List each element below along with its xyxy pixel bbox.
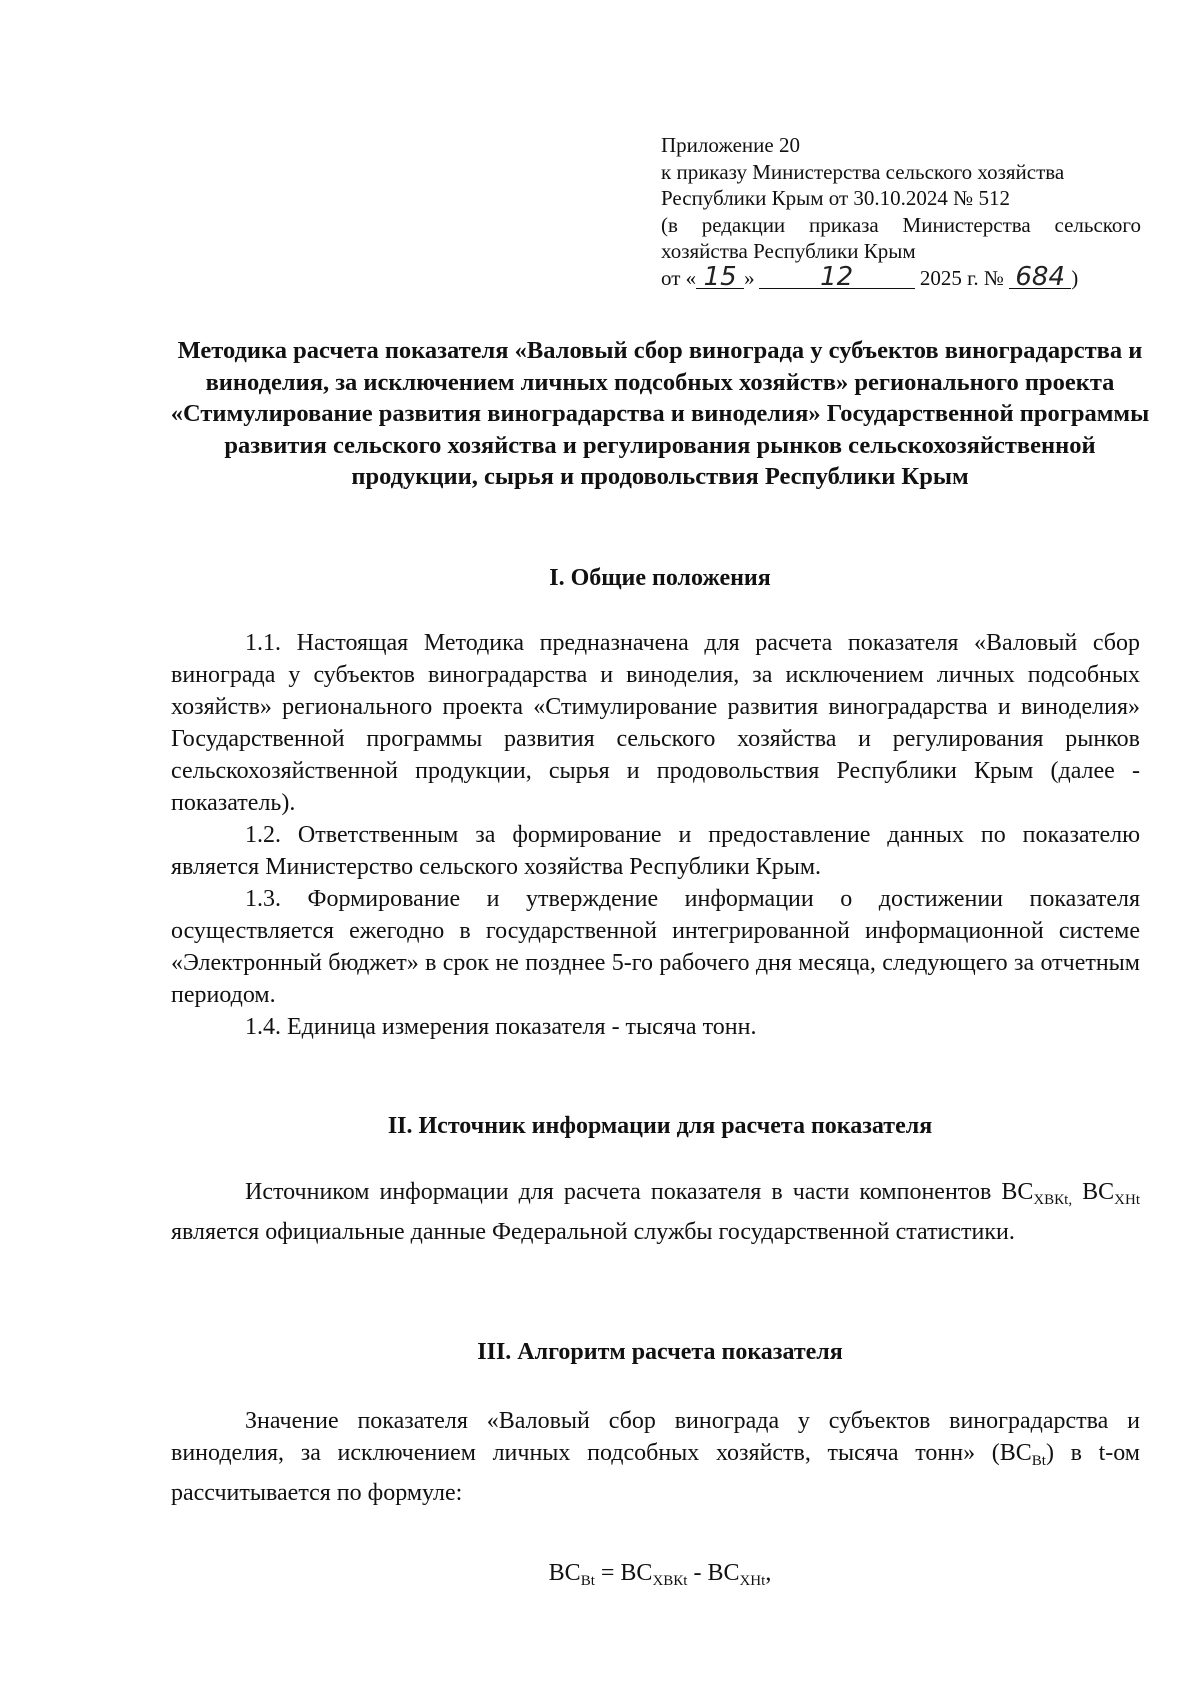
date-close: ) <box>1071 265 1079 290</box>
document-title: Методика расчета показателя «Валовый сбор винограда у субъектов виноградарства и виноделия, за исключением личных подсобных хозяйств» регионального проекта «Стимулирование развития виноградарства и виноделия» Государственной программы развития сельского хозяйства и регулирования рынков сельскохозяйственной продукции, сырья и продовольствия Республики Крым <box>170 337 1150 490</box>
algo-text-b: ) в t-ом рассчитывается по формуле: <box>171 1440 1140 1506</box>
formula-sub-a: Вt <box>580 1573 595 1589</box>
source-text-a: Источником информации для расчета показателя в части компонентов ВС <box>245 1179 1034 1205</box>
formula <box>170 1560 1150 1590</box>
formula-end: , <box>765 1560 772 1586</box>
formula-sub-b: ХВКt <box>652 1573 688 1589</box>
handwritten-order-number: 684 <box>1009 266 1071 289</box>
appendix-line-1: Приложение 20 <box>661 133 800 157</box>
source-sub-1: ХВКt, <box>1033 1192 1073 1208</box>
section-3-heading: III. Алгоритм расчета показателя <box>477 1339 843 1365</box>
source-text-c: является официальные данные Федеральной службы государственной статистики. <box>171 1219 1015 1245</box>
section-2-heading: II. Источник информации для расчета показателя <box>387 1113 933 1139</box>
formula-equals: = ВС <box>594 1560 653 1586</box>
appendix-line-3: Республики Крым от 30.10.2024 № 512 <box>661 186 1010 210</box>
section-2-body <box>171 1176 1140 1248</box>
source-text-b: ВС <box>1072 1179 1115 1205</box>
paragraph-3 <box>171 1405 1140 1509</box>
section-1-heading: I. Общие положения <box>549 565 771 591</box>
handwritten-day: 15 <box>696 266 744 289</box>
appendix-line-5: хозяйства Республики Крым <box>661 239 916 263</box>
paragraph-1-4: 1.4. Единица измерения показателя - тысяча тонн. <box>245 1014 757 1040</box>
paragraph-2 <box>171 1176 1140 1248</box>
paragraph-1-2: 1.2. Ответственным за формирование и предоставление данных по показателю является Министерство сельского хозяйства Республики Крым. <box>171 822 1140 880</box>
appendix-line-2: к приказу Министерства сельского хозяйства <box>661 159 1065 184</box>
source-sub-2: ХНt <box>1114 1192 1140 1208</box>
handwritten-month: 12 <box>759 266 915 289</box>
date-year: 2025 г. № <box>919 265 1004 290</box>
formula-term-a: ВС <box>548 1560 581 1586</box>
date-prefix: от « <box>661 265 697 290</box>
date-mid: » <box>744 265 755 290</box>
appendix-line-4: (в редакции приказа Министерства сельского <box>661 212 1141 237</box>
appendix-block <box>661 132 1141 291</box>
algo-sub-1: Вt <box>1031 1453 1046 1469</box>
paragraph-1-3: 1.3. Формирование и утверждение информации о достижении показателя осуществляется ежегодно в государственной интегрированной информационной системе «Электронный бюджет» в срок не позднее 5-го рабочего дня месяца, следующего за отчетным периодом. <box>171 886 1140 1008</box>
section-3-body <box>171 1405 1140 1509</box>
formula-minus: - ВС <box>687 1560 740 1586</box>
appendix-date-line <box>661 261 1141 292</box>
section-1-body <box>171 627 1140 1043</box>
paragraph-1-1: 1.1. Настоящая Методика предназначена для расчета показателя «Валовый сбор винограда у субъектов виноградарства и виноделия, за исключением личных подсобных хозяйств» регионального проекта «Стимулирование развития виноградарства и виноделия» Государственной программы развития сельского хозяйства и регулирования рынков сельскохозяйственной продукции, сырья и продовольствия Республики Крым (далее - показатель). <box>171 630 1140 816</box>
formula-sub-c: ХНt <box>739 1573 766 1589</box>
algo-text-a: Значение показателя «Валовый сбор винограда у субъектов виноградарства и виноделия, за исключением личных подсобных хозяйств, тысяча тонн» (ВС <box>171 1408 1140 1466</box>
